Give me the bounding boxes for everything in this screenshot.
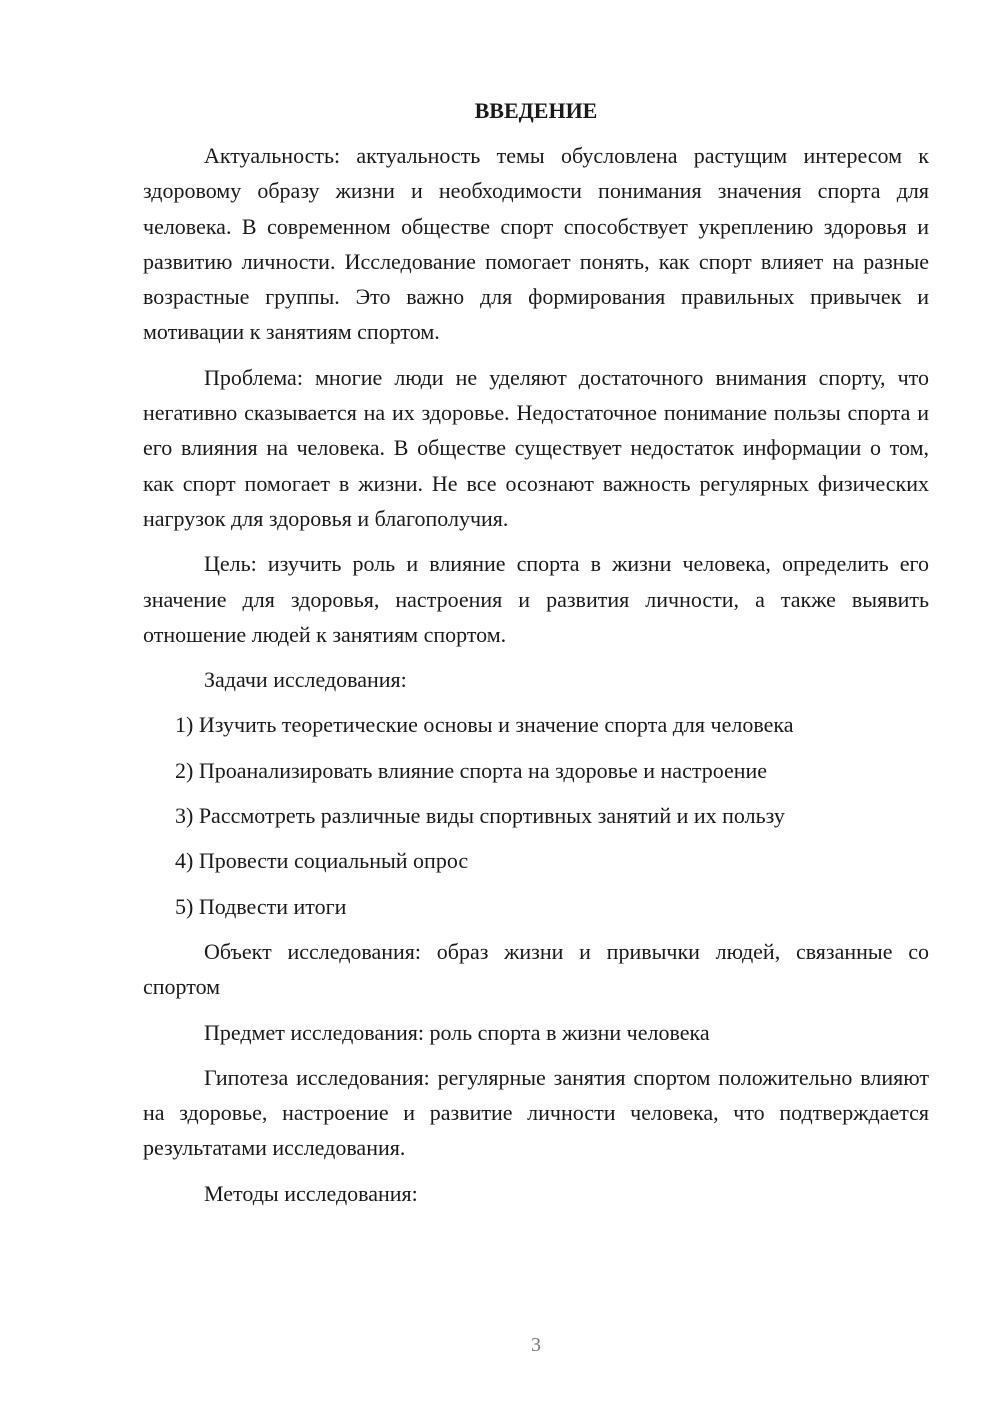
relevance-paragraph: Актуальность: актуальность темы обусловлена растущим интересом к здоровому образу жизни и необходимости понимания значения спорта для человека. В современном обществе спорт способствует укреплению здоровья и развитию личности. Исследование помогает понять, как спорт влияет на разные возрастные группы. Это важно для формирования правильных привычек и мотивации к занятиям спортом. <box>143 143 929 345</box>
task-item-5: 5) Подвести итоги <box>175 893 347 919</box>
subject-paragraph: Предмет исследования: роль спорта в жизни человека <box>204 1019 710 1045</box>
tasks-label: Задачи исследования: <box>204 667 407 693</box>
goal-paragraph: Цель: изучить роль и влияние спорта в жизни человека, определить его значение для здоровья, настроения и развития личности, а также выявить отношение людей к занятиям спортом. <box>143 551 929 647</box>
task-list <box>143 707 929 923</box>
task-item-3: 3) Рассмотреть различные виды спортивных занятий и их пользу <box>175 803 785 829</box>
task-item-4: 4) Провести социальный опрос <box>175 848 469 874</box>
task-item-2: 2) Проанализировать влияние спорта на здоровье и настроение <box>175 757 768 783</box>
problem-paragraph: Проблема: многие люди не уделяют достаточного внимания спорту, что негативно сказывается на их здоровье. Недостаточное понимание пользы спорта и его влияния на человека. В обществе существует недостаток информации о том, как спорт помогает в жизни. Не все осознают важность регулярных физических нагрузок для здоровья и благополучия. <box>143 364 929 531</box>
section-heading: ВВЕДЕНИЕ <box>474 98 598 123</box>
task-item-1: 1) Изучить теоретические основы и значение спорта для человека <box>175 712 794 738</box>
page-number: 3 <box>531 1334 541 1356</box>
document-body <box>143 96 929 1221</box>
hypothesis-paragraph: Гипотеза исследования: регулярные занятия спортом положительно влияют на здоровье, настроение и развитие личности человека, что подтверждается результатами исследования. <box>143 1064 929 1161</box>
object-paragraph: Объект исследования: образ жизни и привычки людей, связанные со спортом <box>143 938 929 1000</box>
methods-paragraph: Методы исследования: <box>204 1180 418 1206</box>
